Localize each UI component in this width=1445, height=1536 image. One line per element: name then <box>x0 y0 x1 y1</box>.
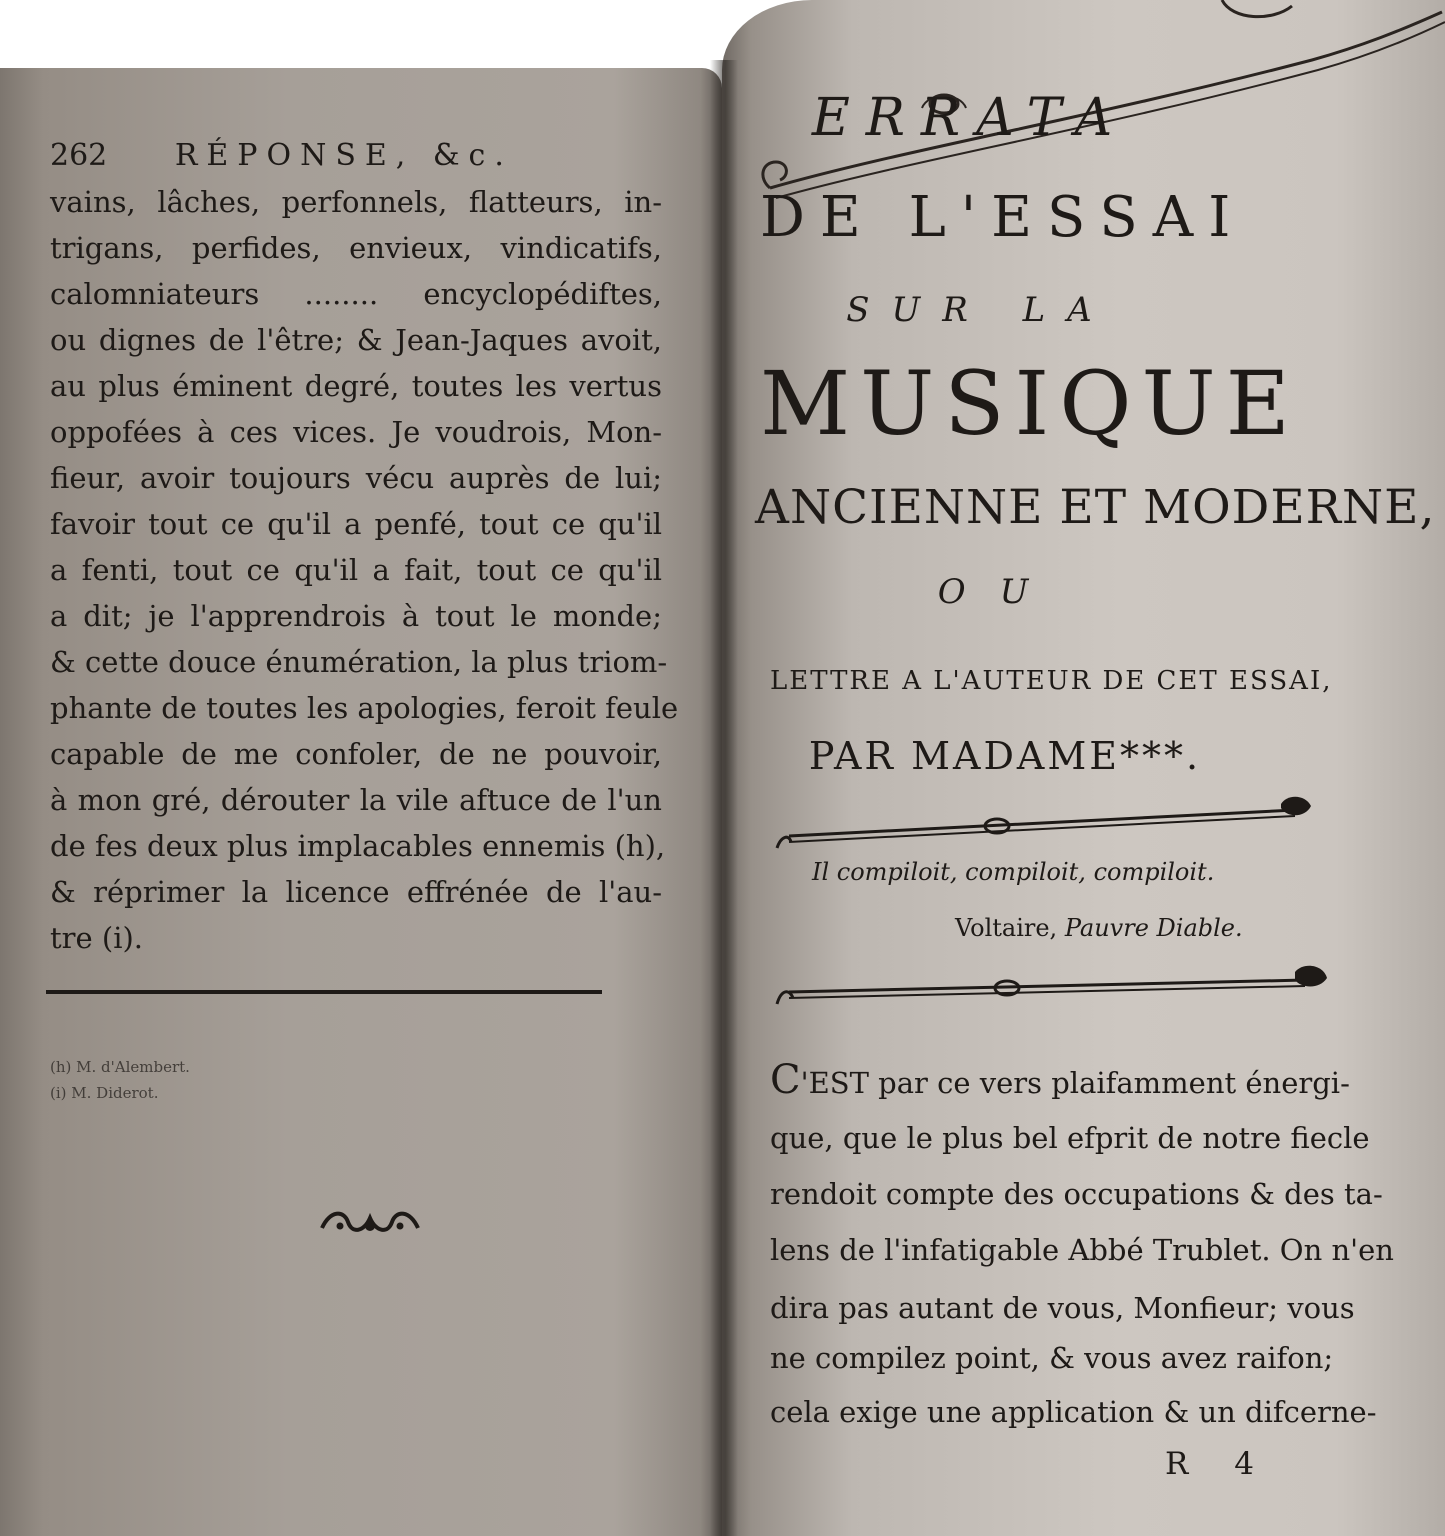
epigraph-work: Pauvre Diable. <box>1064 914 1243 942</box>
text-line: phante de toutes les apologies, feroit feule <box>50 691 679 725</box>
book-gutter <box>710 60 738 1536</box>
text-line: dira pas autant de vous, Monfieur; vous <box>770 1291 1355 1325</box>
text-line: lens de l'infatigable Abbé Trublet. On n'en <box>770 1233 1394 1267</box>
text-line: ne compilez point, & vous avez raifon; <box>770 1341 1334 1375</box>
text-line: a dit; je l'apprendrois à tout le monde; <box>50 599 662 633</box>
text-line: & cette douce énumération, la plus triom- <box>50 645 668 679</box>
signature-mark: R 4 <box>1165 1446 1272 1482</box>
running-title: RÉPONSE, &c. <box>174 138 513 173</box>
rule-ornament-icon <box>775 960 1335 1010</box>
title-ancienne-et-moderne: ANCIENNE ET MODERNE, <box>755 480 1436 535</box>
running-head <box>50 138 513 173</box>
title-ou: OU <box>937 572 1063 612</box>
text-line: rendoit compte des occupations & des ta- <box>770 1177 1383 1211</box>
epigraph-author-name: Voltaire, <box>955 914 1058 942</box>
epigraph-author <box>955 914 1243 942</box>
text-line: capable de me confoler, de ne pouvoir, <box>50 737 662 771</box>
text-line: favoir tout ce qu'il a penfé, tout ce qu'il <box>50 507 662 541</box>
footnote: (h) M. d'Alembert. <box>50 1058 190 1076</box>
text-line: fieur, avoir toujours vécu auprès de lui; <box>50 461 662 495</box>
title-sur-la: SUR LA <box>846 290 1114 330</box>
title-lettre: LETTRE A L'AUTEUR DE CET ESSAI, <box>770 666 1333 696</box>
dropcap: C <box>770 1057 801 1103</box>
title-errata: ERRATA <box>811 88 1129 148</box>
title-musique: MUSIQUE <box>760 352 1300 455</box>
text-line: cela exige une application & un difcerne- <box>770 1395 1377 1429</box>
epigraph-quote: Il compiloit, compiloit, compiloit. <box>812 858 1215 886</box>
title-par-madame: PAR MADAME***. <box>808 734 1202 778</box>
page-number: 262 <box>50 138 108 173</box>
text-line: au plus éminent degré, toutes les vertus <box>50 369 662 403</box>
text-line: ou dignes de l'être; & Jean-Jaques avoit, <box>50 323 662 357</box>
text-line: à mon gré, dérouter la vile aftuce de l'un <box>50 783 662 817</box>
footnote-rule <box>46 990 602 994</box>
title-de-lessai: DE L'ESSAI <box>760 185 1246 250</box>
text-line: calomniateurs ........ encyclopédiftes, <box>50 277 662 311</box>
body-line-first <box>770 1052 1350 1111</box>
text-line: trigans, perfides, envieux, vindicatifs, <box>50 231 662 265</box>
text-line: tre (i). <box>50 921 144 955</box>
text-line: que, que le plus bel efprit de notre fiecle <box>770 1121 1370 1155</box>
first-line-text: 'EST par ce vers plaifamment énergi- <box>800 1066 1350 1100</box>
text-line: vains, lâches, perfonnels, flatteurs, in- <box>50 185 662 219</box>
tailpiece-ornament-icon <box>318 1204 422 1238</box>
text-line: & réprimer la licence effrénée de l'au- <box>50 875 662 909</box>
text-line: a fenti, tout ce qu'il a fait, tout ce qu'il <box>50 553 662 587</box>
footnote: (i) M. Diderot. <box>50 1084 159 1102</box>
text-line: de fes deux plus implacables ennemis (h), <box>50 829 666 863</box>
text-line: oppofées à ces vices. Je voudrois, Mon- <box>50 415 662 449</box>
rule-ornament-icon <box>775 790 1315 860</box>
